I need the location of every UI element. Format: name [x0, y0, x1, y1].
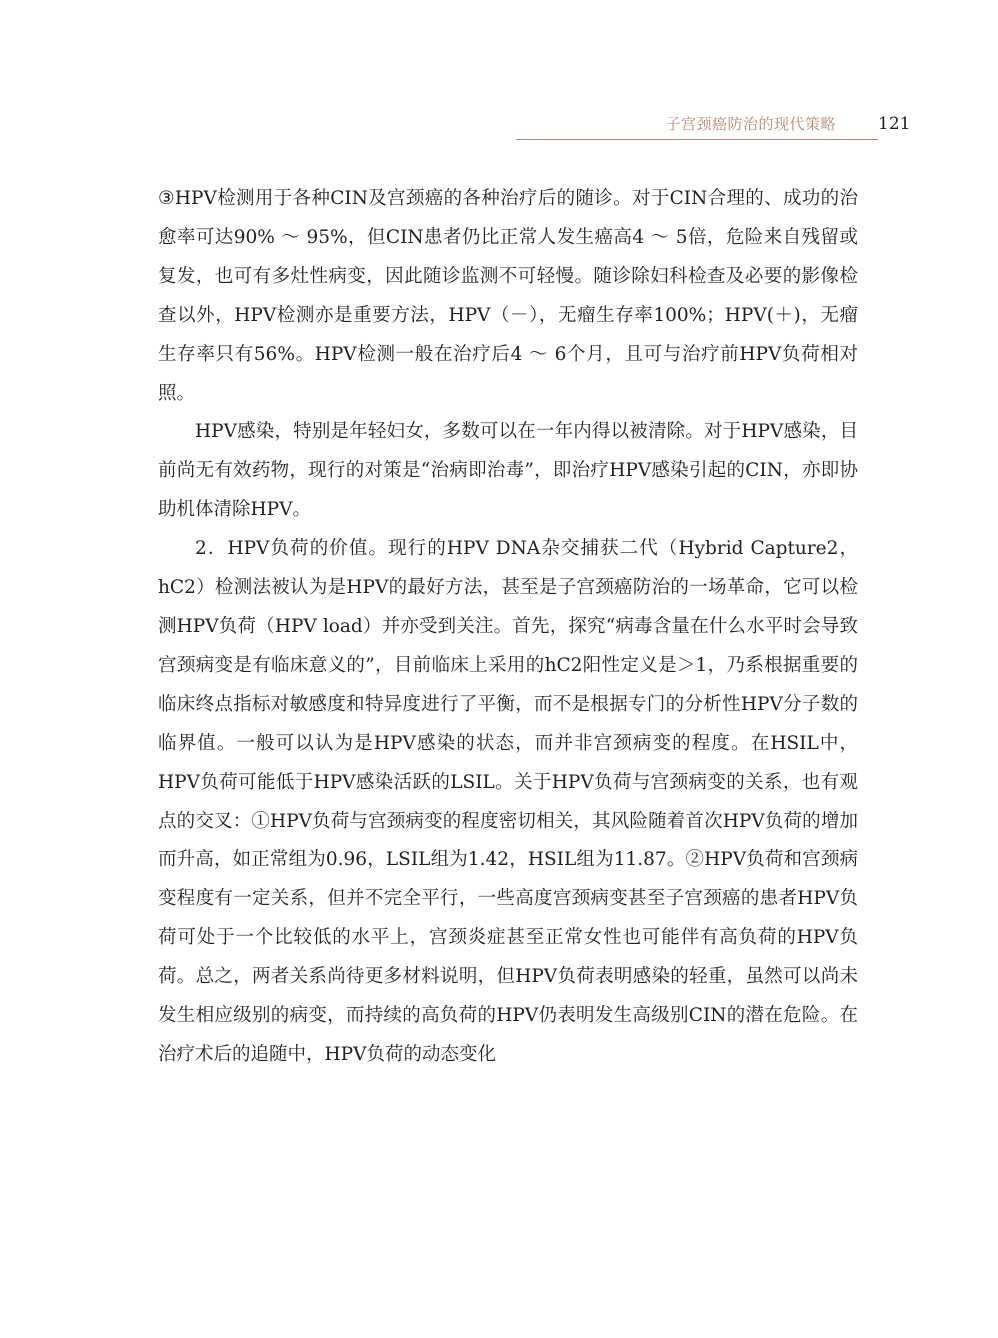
running-title: 子宫颈癌防治的现代策略: [665, 115, 836, 133]
paragraph-hpv-infection: HPV感染，特别是年轻妇女，多数可以在一年内得以被清除。对于HPV感染，目前尚无有效药物，现行的对策是“治病即治毒”，即治疗HPV感染引起的CIN，亦即协助机体清除HPV。: [158, 421, 858, 521]
body-text: [158, 180, 858, 1075]
paragraph-followup: ③HPV检测用于各种CIN及宫颈癌的各种治疗后的随诊。对于CIN合理的、成功的治愈率可达90% ～ 95%，但CIN患者仍比正常人发生癌高4 ～ 5倍，危险来自残留或复发，也可有多灶性病变，因此随诊监测不可轻慢。随诊除妇科检查及必要的影像检查以外，HPV检测亦是重要方法，HPV（－），无瘤生存率100%；HPV(＋)，无瘤生存率只有56%。HPV检测一般在治疗后4 ～ 6个月，且可与治疗前HPV负荷相对照。: [158, 188, 858, 404]
running-header: [516, 112, 878, 140]
page-number: 121: [878, 114, 911, 134]
paragraph-hpv-load: 2．HPV负荷的价值。现行的HPV DNA杂交捕获二代（Hybrid Capture2，hC2）检测法被认为是HPV的最好方法，甚至是子宫颈癌防治的一场革命，它可以检测HPV负荷（HPV load）并亦受到关注。首先，探究“病毒含量在什么水平时会导致宫颈病变是有临床意义的”，目前临床上采用的hC2阳性定义是＞1，乃系根据重要的临床终点指标对敏感度和特异度进行了平衡，而不是根据专门的分析性HPV分子数的临界值。一般可以认为是HPV感染的状态，而并非宫颈病变的程度。在HSIL中，HPV负荷可能低于HPV感染活跃的LSIL。关于HPV负荷与宫颈病变的关系，也有观点的交叉：①HPV负荷与宫颈病变的程度密切相关，其风险随着首次HPV负荷的增加而升高，如正常组为0.96，LSIL组为1.42，HSIL组为11.87。②HPV负荷和宫颈病变程度有一定关系，但并不完全平行，一些高度宫颈病变甚至子宫颈癌的患者HPV负荷可处于一个比较低的水平上，宫颈炎症甚至正常女性也可能伴有高负荷的HPV负荷。总之，两者关系尚待更多材料说明，但HPV负荷表明感染的轻重，虽然可以尚未发生相应级别的病变，而持续的高负荷的HPV仍表明发生高级别CIN的潜在危险。在治疗术后的追随中，HPV负荷的动态变化: [158, 538, 858, 1065]
header-rule: [516, 139, 878, 140]
